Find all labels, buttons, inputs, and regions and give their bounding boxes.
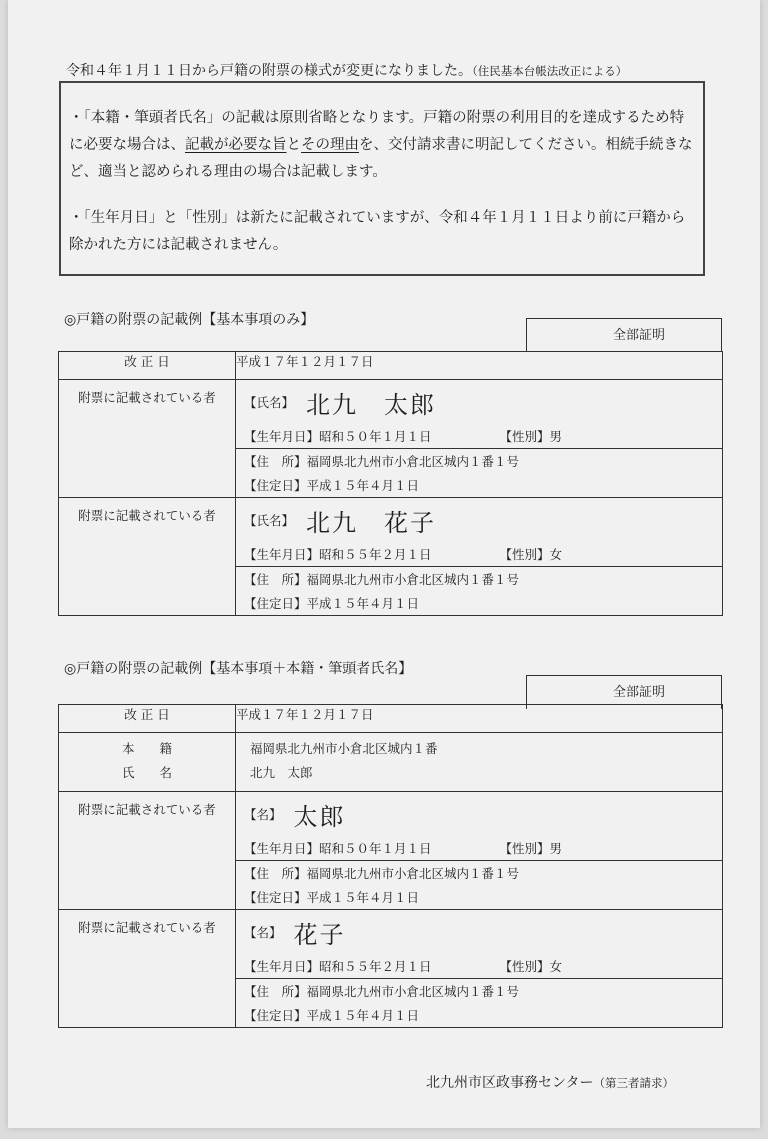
- person-row-label: 附票に記載されている者: [78, 390, 216, 405]
- birth-label: 【生年月日】: [244, 547, 320, 562]
- address-value: 福岡県北九州市小倉北区城内１番１号: [306, 984, 520, 999]
- notice-p1-underline-1: 記載が必要な旨: [185, 137, 287, 153]
- honseki-value: 福岡県北九州市小倉北区城内１番: [250, 741, 438, 756]
- notice-title-text: 令和４年１月１１日から戸籍の附票の様式が変更になりました。: [66, 63, 472, 79]
- gender-value: 女: [549, 959, 563, 974]
- birth-value: 昭和５５年２月１日: [319, 959, 432, 974]
- address-line: [236, 861, 722, 885]
- office-note: （第三者請求）: [593, 1076, 674, 1090]
- address-line: [236, 449, 722, 473]
- notice-paragraph-1: [69, 105, 693, 186]
- notice-title-note: （住民基本台帳法改正による）: [472, 64, 628, 78]
- name-tag: 【氏名】: [244, 395, 295, 410]
- birth-value: 昭和５０年１月１日: [319, 841, 432, 856]
- moved-line: [236, 473, 722, 497]
- footer-office: [426, 1072, 674, 1092]
- moved-value: 平成１５年４月１日: [306, 596, 420, 611]
- person-row-label: 附票に記載されている者: [78, 508, 216, 523]
- gender-value: 男: [549, 841, 563, 856]
- address-value: 福岡県北九州市小倉北区城内１番１号: [306, 572, 520, 587]
- moved-label: 【住定日】: [244, 1008, 307, 1023]
- example2-cert-text: 全部証明: [612, 685, 665, 700]
- gender-label: 【性別】: [499, 959, 550, 974]
- birth-gender-line: [236, 542, 722, 566]
- honseki-row: [59, 733, 723, 792]
- office-name: 北九州市区政事務センター: [426, 1075, 594, 1091]
- birth-label: 【生年月日】: [244, 959, 320, 974]
- person-name: 北九 太郎: [306, 390, 437, 419]
- moved-line: [236, 591, 722, 615]
- notice-p1-c: を、交付請求書に明記してください。相続手続きなど、適当と認められる理由の場合は記載します。: [69, 137, 693, 180]
- address-label: 【住 所】: [244, 454, 307, 469]
- person-name: 北九 花子: [306, 508, 437, 537]
- revision-value: 平成１７年１２月１７日: [236, 352, 723, 380]
- birth-label: 【生年月日】: [244, 429, 320, 444]
- person-name: 太郎: [293, 802, 346, 831]
- moved-label: 【住定日】: [244, 478, 307, 493]
- person-name-line: [236, 380, 722, 424]
- address-block: [236, 448, 722, 497]
- head-value: 北九 太郎: [250, 765, 313, 780]
- birth-value: 昭和５５年２月１日: [319, 547, 432, 562]
- revision-value: 平成１７年１２月１７日: [236, 705, 723, 733]
- person-row: [59, 498, 723, 616]
- address-block: [236, 860, 722, 909]
- person-row-label: 附票に記載されている者: [78, 802, 216, 817]
- person-row: [59, 380, 723, 498]
- birth-value: 昭和５０年１月１日: [319, 429, 432, 444]
- revision-label: 改 正 日: [59, 705, 236, 733]
- example2-table: [58, 704, 723, 1028]
- birth-label: 【生年月日】: [244, 841, 320, 856]
- address-block: [236, 978, 722, 1027]
- honseki-label: 本 籍: [121, 741, 172, 756]
- person-name-line: [236, 498, 722, 542]
- notice-p1-underline-2: その理由: [301, 137, 359, 153]
- notice-title: [66, 60, 716, 80]
- address-label: 【住 所】: [244, 984, 307, 999]
- person-name-line: [236, 910, 722, 954]
- moved-label: 【住定日】: [244, 890, 307, 905]
- address-block: [236, 566, 722, 615]
- address-label: 【住 所】: [244, 572, 307, 587]
- person-row: [59, 792, 723, 910]
- gender-label: 【性別】: [499, 547, 550, 562]
- birth-gender-line: [236, 424, 722, 448]
- gender-value: 女: [549, 547, 563, 562]
- moved-value: 平成１５年４月１日: [306, 1008, 420, 1023]
- name-tag: 【名】: [244, 925, 282, 940]
- birth-gender-line: [236, 836, 722, 860]
- name-tag: 【氏名】: [244, 513, 295, 528]
- example1-cert-label: [526, 318, 722, 352]
- head-label: 氏 名: [121, 765, 172, 780]
- notice-paragraph-2: ・「生年月日」と「性別」は新たに記載されていますが、令和４年１月１１日より前に戸籍から除かれた方には記載されません。: [69, 210, 686, 253]
- moved-line: [236, 1003, 722, 1027]
- person-row: [59, 910, 723, 1028]
- revision-row: [59, 352, 723, 380]
- example1-table: [58, 351, 723, 616]
- notice-p1-a: ・「本籍・筆頭者氏名」の記載は原則省略となります。戸籍の附票の利用目的を達成するため特に必要な場合は、: [69, 110, 685, 153]
- address-label: 【住 所】: [244, 866, 307, 881]
- address-value: 福岡県北九州市小倉北区城内１番１号: [306, 866, 520, 881]
- moved-value: 平成１５年４月１日: [306, 478, 420, 493]
- moved-line: [236, 885, 722, 909]
- address-line: [236, 567, 722, 591]
- moved-value: 平成１５年４月１日: [306, 890, 420, 905]
- notice-p1-b: と: [286, 137, 301, 153]
- revision-row: [59, 705, 723, 733]
- gender-value: 男: [549, 429, 563, 444]
- address-value: 福岡県北九州市小倉北区城内１番１号: [306, 454, 520, 469]
- notice-box: [59, 81, 705, 276]
- person-row-label: 附票に記載されている者: [78, 920, 216, 935]
- example1-cert-text: 全部証明: [612, 328, 665, 343]
- revision-label: 改 正 日: [59, 352, 236, 380]
- address-line: [236, 979, 722, 1003]
- moved-label: 【住定日】: [244, 596, 307, 611]
- person-name: 花子: [293, 920, 346, 949]
- gender-label: 【性別】: [499, 841, 550, 856]
- person-name-line: [236, 792, 722, 836]
- name-tag: 【名】: [244, 807, 282, 822]
- example2-title: ◎戸籍の附票の記載例【基本事項＋本籍・筆頭者氏名】: [64, 661, 413, 677]
- example1-title: ◎戸籍の附票の記載例【基本事項のみ】: [64, 312, 315, 328]
- birth-gender-line: [236, 954, 722, 978]
- gender-label: 【性別】: [499, 429, 550, 444]
